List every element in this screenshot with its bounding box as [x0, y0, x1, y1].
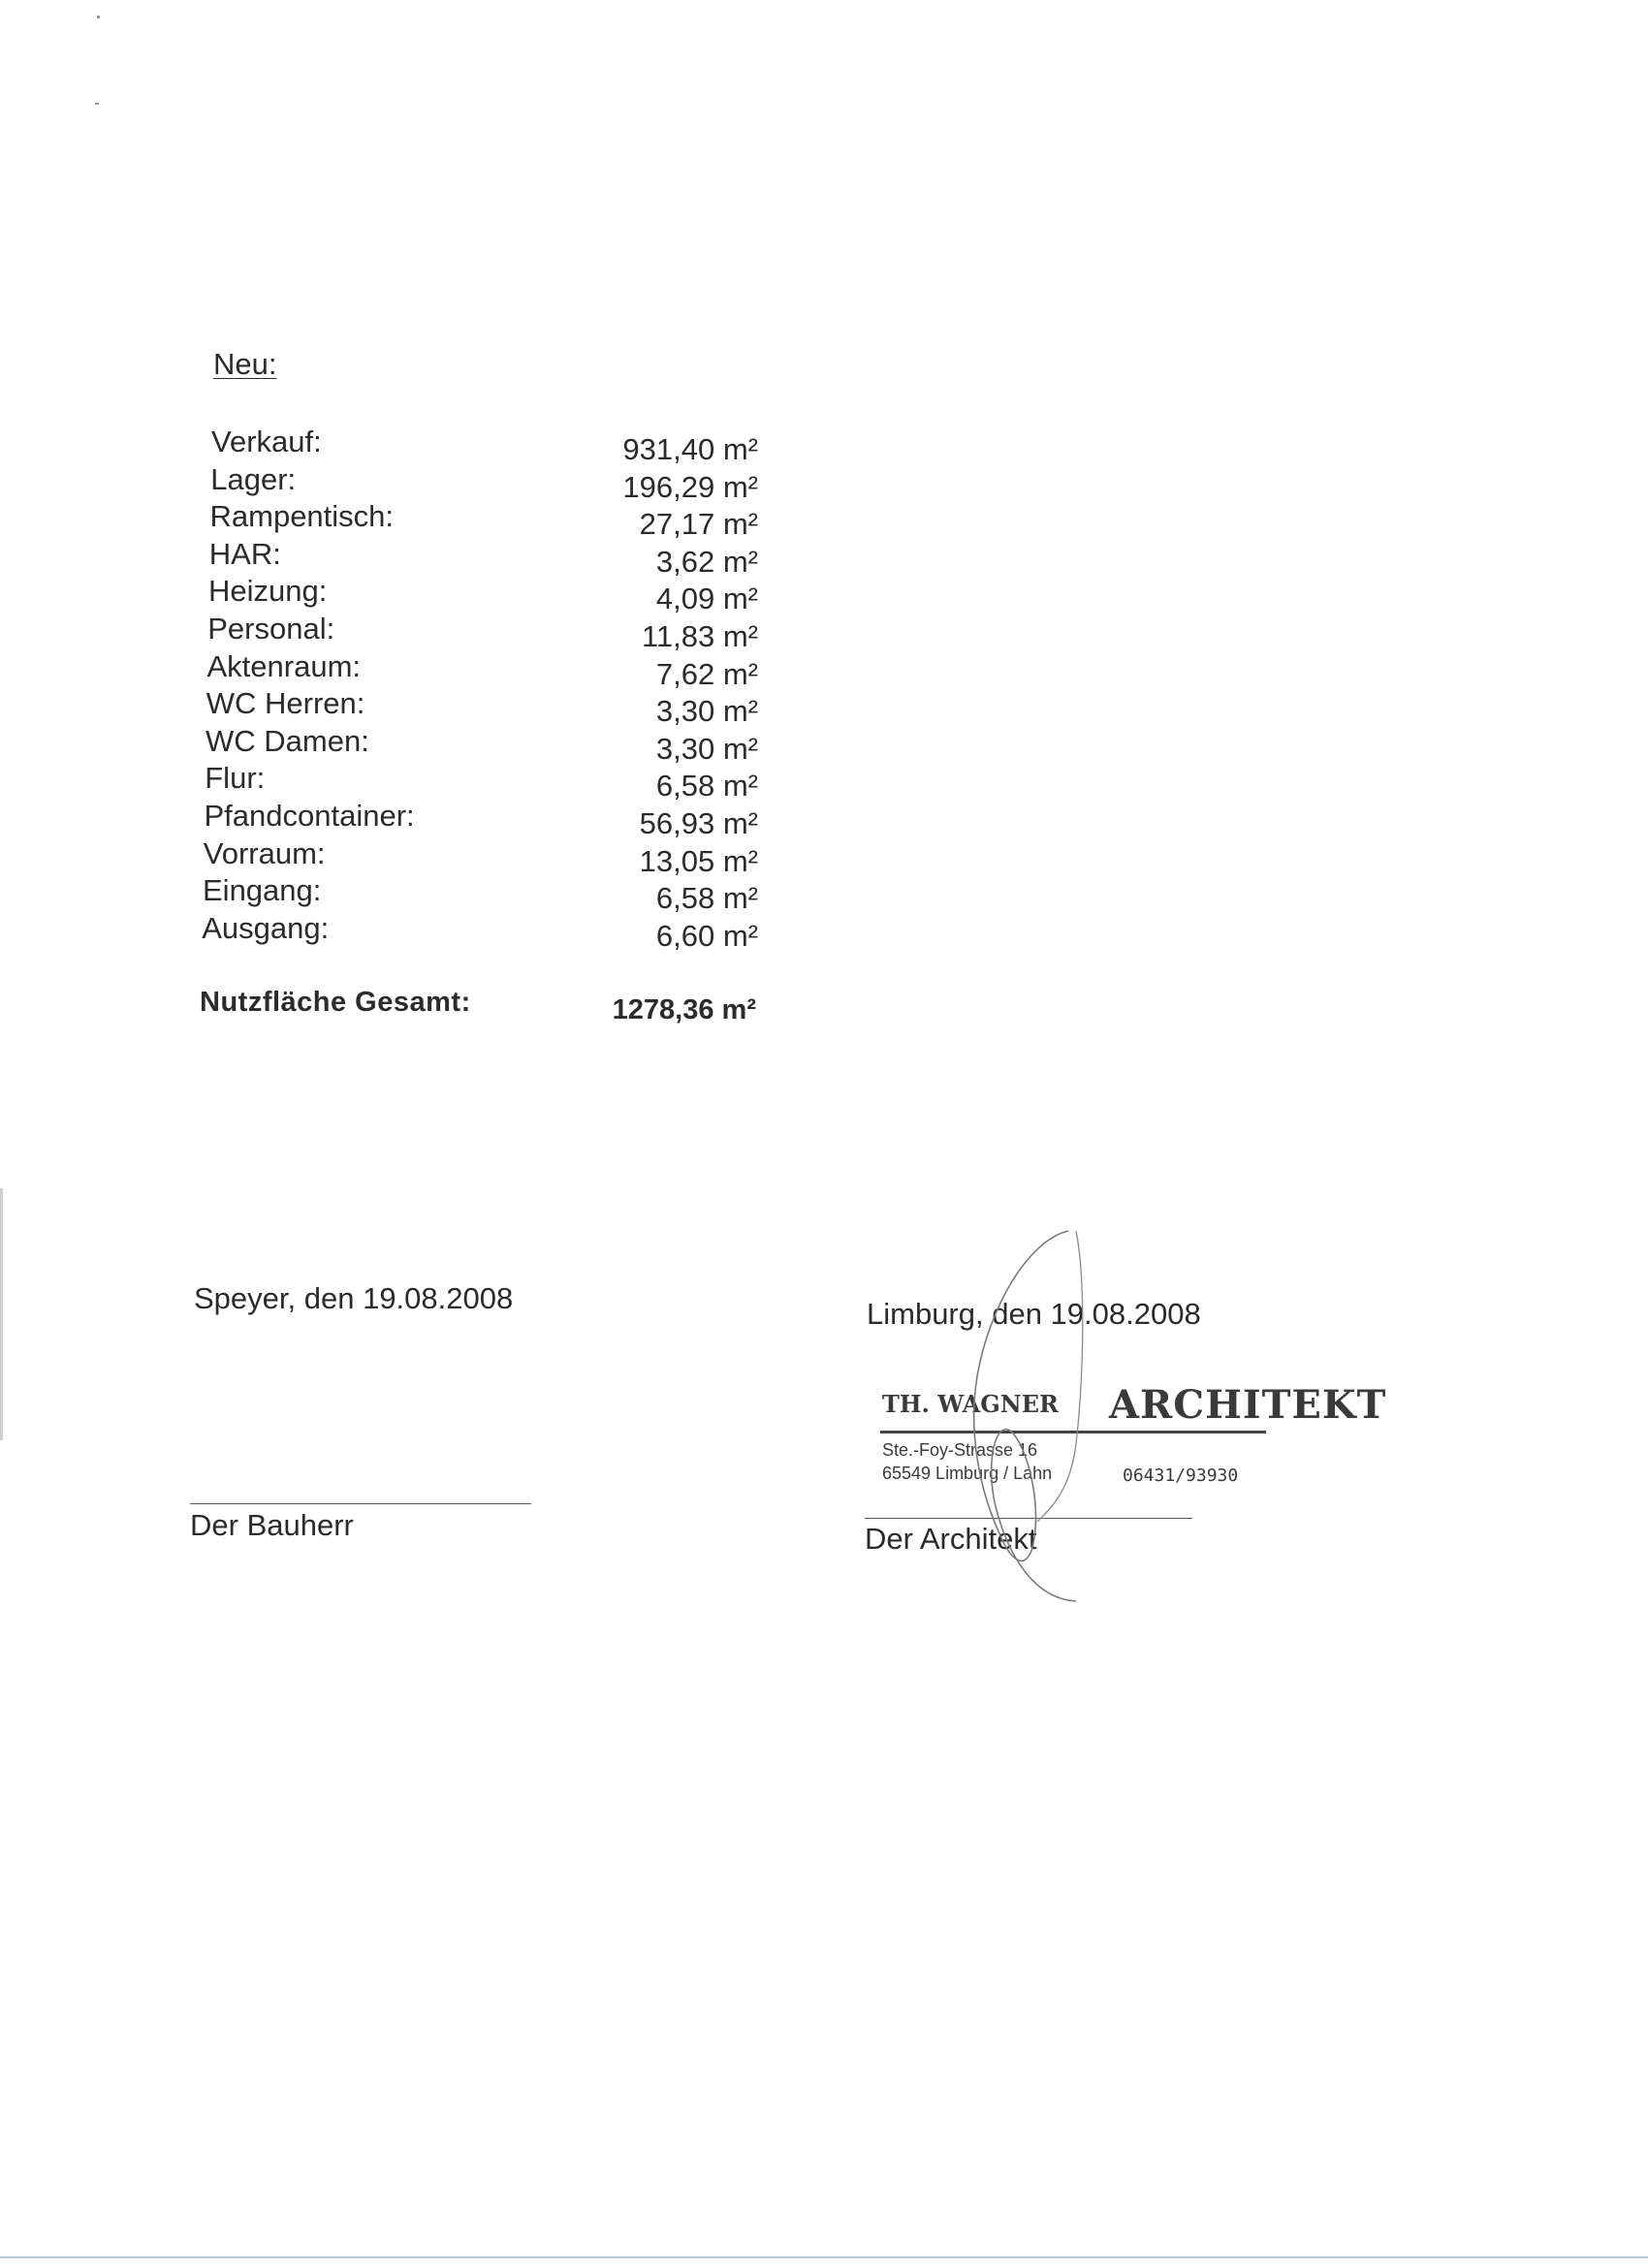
room-row — [0, 799, 776, 840]
room-row — [0, 499, 776, 542]
room-row — [0, 536, 776, 579]
room-row — [0, 648, 776, 691]
stamp-name: TH. WAGNER — [882, 1390, 1059, 1418]
room-row — [0, 873, 776, 916]
total-label: Nutzfläche Gesamt: — [200, 987, 471, 1018]
room-row — [0, 723, 776, 766]
room-name: Lager: — [210, 461, 297, 496]
room-name: Personal: — [207, 612, 335, 646]
room-name: Eingang: — [203, 873, 322, 908]
room-name: Rampentisch: — [209, 499, 395, 534]
room-name: Verkauf: — [211, 425, 322, 458]
room-area: 3,30 m² — [655, 731, 758, 766]
room-area: 196,29 m² — [622, 469, 758, 504]
room-area: 56,93 m² — [639, 806, 758, 840]
room-area: 4,09 m² — [655, 582, 758, 616]
scan-page-edge — [0, 1188, 3, 1440]
room-row — [0, 425, 776, 466]
room-name: Flur: — [205, 761, 266, 796]
room-row — [0, 835, 776, 878]
room-name: WC Damen: — [206, 723, 369, 758]
scan-speck — [95, 103, 99, 105]
scan-bottom-edge — [0, 2256, 1648, 2258]
room-row — [0, 612, 776, 653]
architekt-place-date: Limburg, den 19.08.2008 — [867, 1297, 1201, 1331]
room-row — [0, 910, 776, 953]
room-area: 7,62 m² — [655, 656, 758, 691]
stamp-phone: 06431/93930 — [1123, 1465, 1239, 1486]
stamp-title: ARCHITEKT — [1109, 1382, 1387, 1428]
room-area: 6,58 m² — [655, 881, 758, 916]
room-area: 27,17 m² — [639, 507, 758, 542]
room-area: 6,58 m² — [655, 769, 758, 803]
room-area: 11,83 m² — [641, 619, 758, 653]
room-name: WC Herren: — [206, 686, 365, 721]
stamp-city: 65549 Limburg / Lahn — [882, 1464, 1053, 1483]
room-row — [0, 574, 776, 616]
room-row — [0, 761, 776, 803]
room-area: 13,05 m² — [639, 843, 758, 878]
total-row — [0, 981, 776, 1024]
architekt-label: Der Architekt — [865, 1522, 1037, 1556]
room-area: 6,60 m² — [655, 918, 758, 953]
total-value: 1278,36 m² — [612, 994, 756, 1025]
room-area: 931,40 m² — [622, 432, 758, 466]
room-name: Vorraum: — [203, 835, 326, 870]
bauherr-label: Der Bauherr — [190, 1508, 354, 1542]
room-name: Heizung: — [208, 574, 328, 609]
room-name: HAR: — [208, 536, 281, 571]
section-heading: Neu: — [213, 347, 277, 381]
room-name: Aktenraum: — [206, 648, 362, 683]
bauherr-place-date: Speyer, den 19.08.2008 — [194, 1281, 514, 1315]
room-name: Pfandcontainer: — [204, 799, 415, 833]
bauherr-signature-line — [190, 1503, 531, 1504]
room-area: 3,30 m² — [655, 694, 758, 729]
stamp-street: Ste.-Foy-Strasse 16 — [882, 1440, 1038, 1460]
room-row — [0, 461, 776, 504]
scan-speck — [97, 16, 100, 18]
room-name: Ausgang: — [202, 910, 330, 945]
room-row — [0, 686, 776, 729]
room-area: 3,62 m² — [655, 544, 758, 579]
handwritten-signature — [931, 1221, 1144, 1609]
